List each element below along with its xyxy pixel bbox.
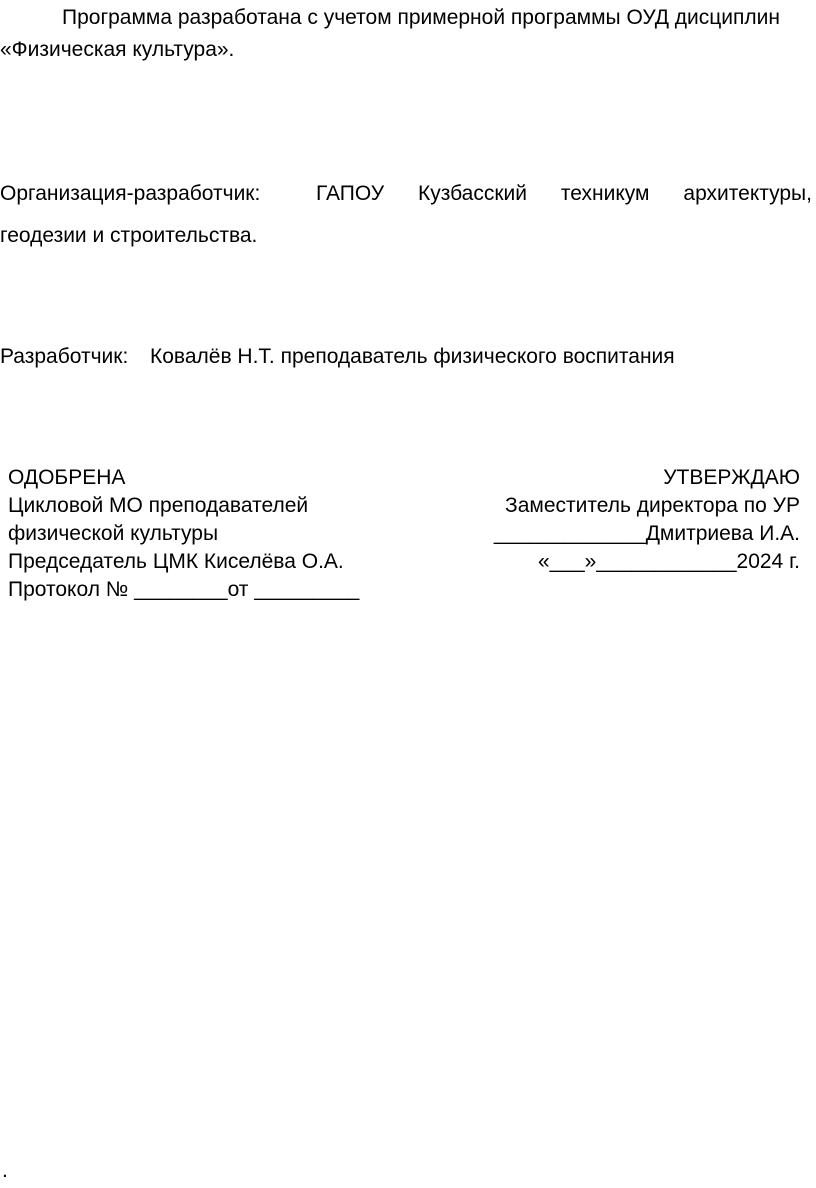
confirm-position: Заместитель директора по УР bbox=[505, 494, 800, 517]
developer-value: Ковалёв Н.Т. преподаватель физического воспитания bbox=[150, 345, 675, 368]
organization-word-4: архитектуры, bbox=[683, 182, 812, 205]
intro-line-2: «Физическая культура». bbox=[0, 38, 235, 61]
footer-mark: . bbox=[2, 1159, 8, 1182]
confirm-signature: _____________Дмитриева И.А. bbox=[493, 522, 800, 545]
confirm-date: «___»____________2024 г. bbox=[537, 550, 800, 573]
approval-row-5 bbox=[8, 577, 800, 602]
organization-word-1: ГАПОУ bbox=[316, 182, 385, 205]
developer-label: Разработчик: bbox=[0, 345, 129, 368]
organization-word-3: техникум bbox=[560, 182, 650, 205]
approved-committee-subject: физической культуры bbox=[8, 522, 219, 545]
approved-protocol: Протокол № ________от _________ bbox=[8, 578, 360, 601]
approved-chairman: Председатель ЦМК Киселёва О.А. bbox=[8, 550, 344, 573]
approval-row-1 bbox=[8, 465, 800, 490]
intro-line-1: Программа разработана с учетом примерной программы ОУД дисциплин bbox=[62, 6, 780, 29]
organization-word-2: Кузбасский bbox=[417, 182, 527, 205]
developer-line bbox=[0, 344, 675, 369]
organization-line-2: геодезии и строительства. bbox=[0, 224, 258, 247]
organization-label: Организация-разработчик: bbox=[0, 182, 261, 205]
organization-line-1 bbox=[0, 181, 812, 206]
confirm-heading: УТВЕРЖДАЮ bbox=[663, 466, 800, 489]
approved-heading: ОДОБРЕНА bbox=[8, 466, 126, 489]
organization-name bbox=[316, 181, 812, 206]
approval-row-4 bbox=[8, 549, 800, 574]
approval-row-3 bbox=[8, 521, 800, 546]
approved-committee: Цикловой МО преподавателей bbox=[8, 494, 309, 517]
approval-row-2 bbox=[8, 493, 800, 518]
